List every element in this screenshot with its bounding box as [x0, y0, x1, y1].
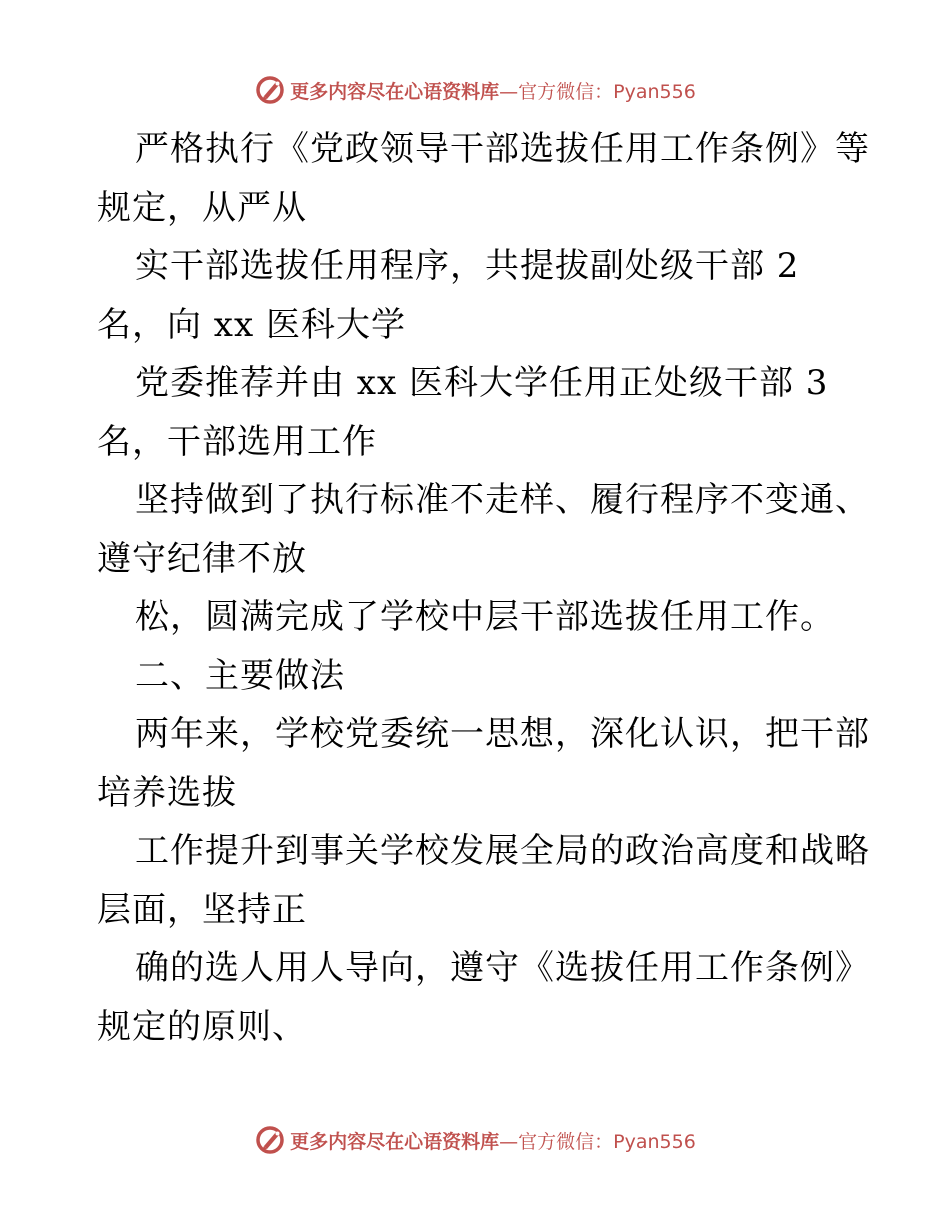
body-line-6: 名，干部选用工作	[97, 421, 377, 462]
body-line-8: 遵守纪律不放	[97, 538, 307, 579]
footer-banner	[0, 1120, 950, 1160]
section-heading: 二、主要做法	[135, 655, 345, 696]
wechat-text: —官方微信：Pyan556	[499, 80, 696, 103]
body-line-15: 确的选人用人导向，遵守《选拔任用工作条例》	[135, 948, 870, 988]
body-line-12: 培养选拔	[97, 772, 237, 813]
body-line-9: 松，圆满完成了学校中层干部选拔任用工作。	[135, 597, 835, 637]
body-line-5: 党委推荐并由 xx 医科大学任用正处级干部 3	[135, 363, 829, 403]
pen-circle-logo-icon	[254, 74, 286, 106]
body-line-3: 实干部选拔任用程序，共提拔副处级干部 2	[135, 246, 800, 286]
body-line-13: 工作提升到事关学校发展全局的政治高度和战略	[135, 831, 870, 871]
header-banner	[0, 70, 950, 110]
body-line-4: 名，向 xx 医科大学	[97, 304, 406, 345]
body-line-7: 坚持做到了执行标准不走样、履行程序不变通、	[135, 480, 870, 520]
document-body	[97, 120, 887, 1056]
body-line-11: 两年来，学校党委统一思想，深化认识，把干部	[135, 714, 870, 754]
pen-circle-logo-icon	[254, 1124, 286, 1156]
body-line-1: 严格执行《党政领导干部选拔任用工作条例》等	[135, 129, 870, 169]
promo-text: 更多内容尽在心语资料库	[290, 1130, 500, 1153]
body-line-2: 规定，从严从	[97, 187, 307, 228]
body-line-16: 规定的原则、	[97, 1006, 307, 1047]
body-line-14: 层面，坚持正	[97, 889, 307, 930]
wechat-text: —官方微信：Pyan556	[499, 1130, 696, 1153]
promo-text: 更多内容尽在心语资料库	[290, 80, 500, 103]
